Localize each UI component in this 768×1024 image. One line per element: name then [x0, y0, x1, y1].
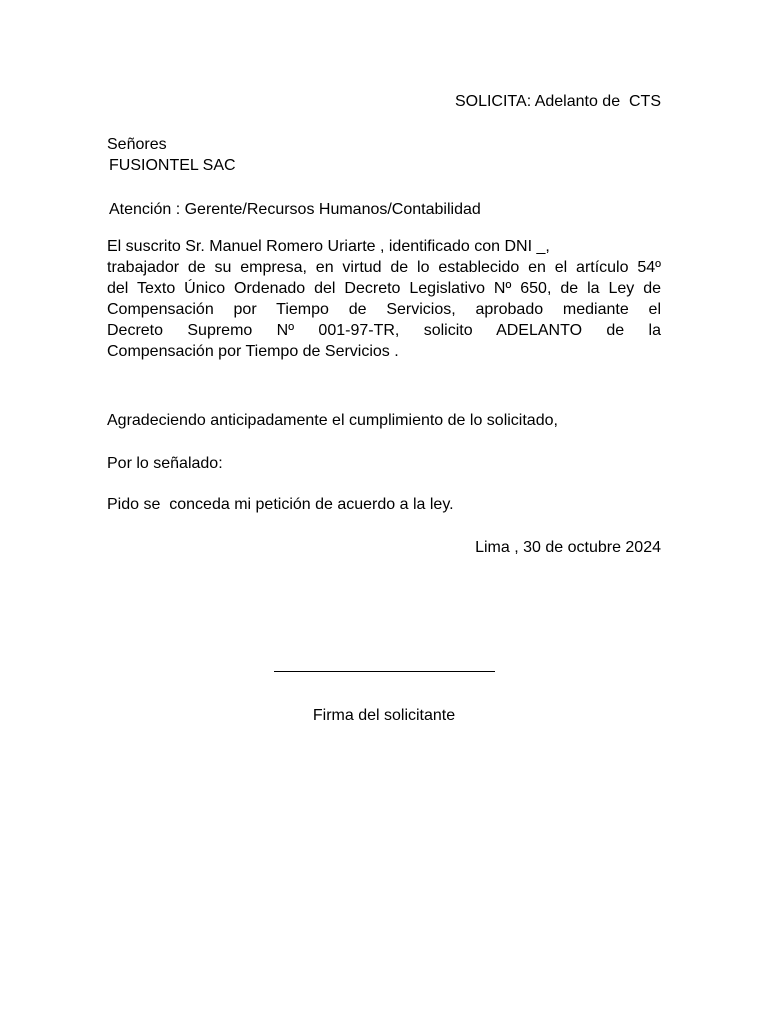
paragraph-line: del Texto Único Ordenado del Decreto Legislativo Nº 650, de la Ley de — [107, 280, 661, 297]
paragraph-line: Decreto Supremo Nº 001-97-TR, solicito ADELANTO de la — [107, 322, 661, 339]
signature-label: Firma del solicitante — [312, 707, 456, 724]
paragraph-line: El suscrito Sr. Manuel Romero Uriarte , identificado con DNI _, — [107, 238, 550, 255]
paragraph-line: Compensación por Tiempo de Servicios . — [107, 343, 399, 360]
petition-line: Pido se conceda mi petición de acuerdo a la ley. — [107, 496, 454, 513]
attention-line: Atención : Gerente/Recursos Humanos/Contabilidad — [109, 201, 481, 218]
paragraph-line: Compensación por Tiempo de Servicios, aprobado mediante el — [107, 301, 661, 318]
greeting: Señores — [107, 136, 167, 153]
subject-line: SOLICITA: Adelanto de CTS — [454, 93, 661, 110]
date-line: Lima , 30 de octubre 2024 — [475, 539, 661, 556]
paragraph-line: trabajador de su empresa, en virtud de lo establecido en el artículo 54º — [107, 259, 661, 276]
request-paragraph — [107, 236, 661, 362]
signature-line — [274, 671, 495, 672]
por-lo-senalado: Por lo señalado: — [107, 455, 223, 472]
thanks-line: Agradeciendo anticipadamente el cumplimiento de lo solicitado, — [107, 412, 558, 429]
company-name: FUSIONTEL SAC — [109, 157, 236, 174]
